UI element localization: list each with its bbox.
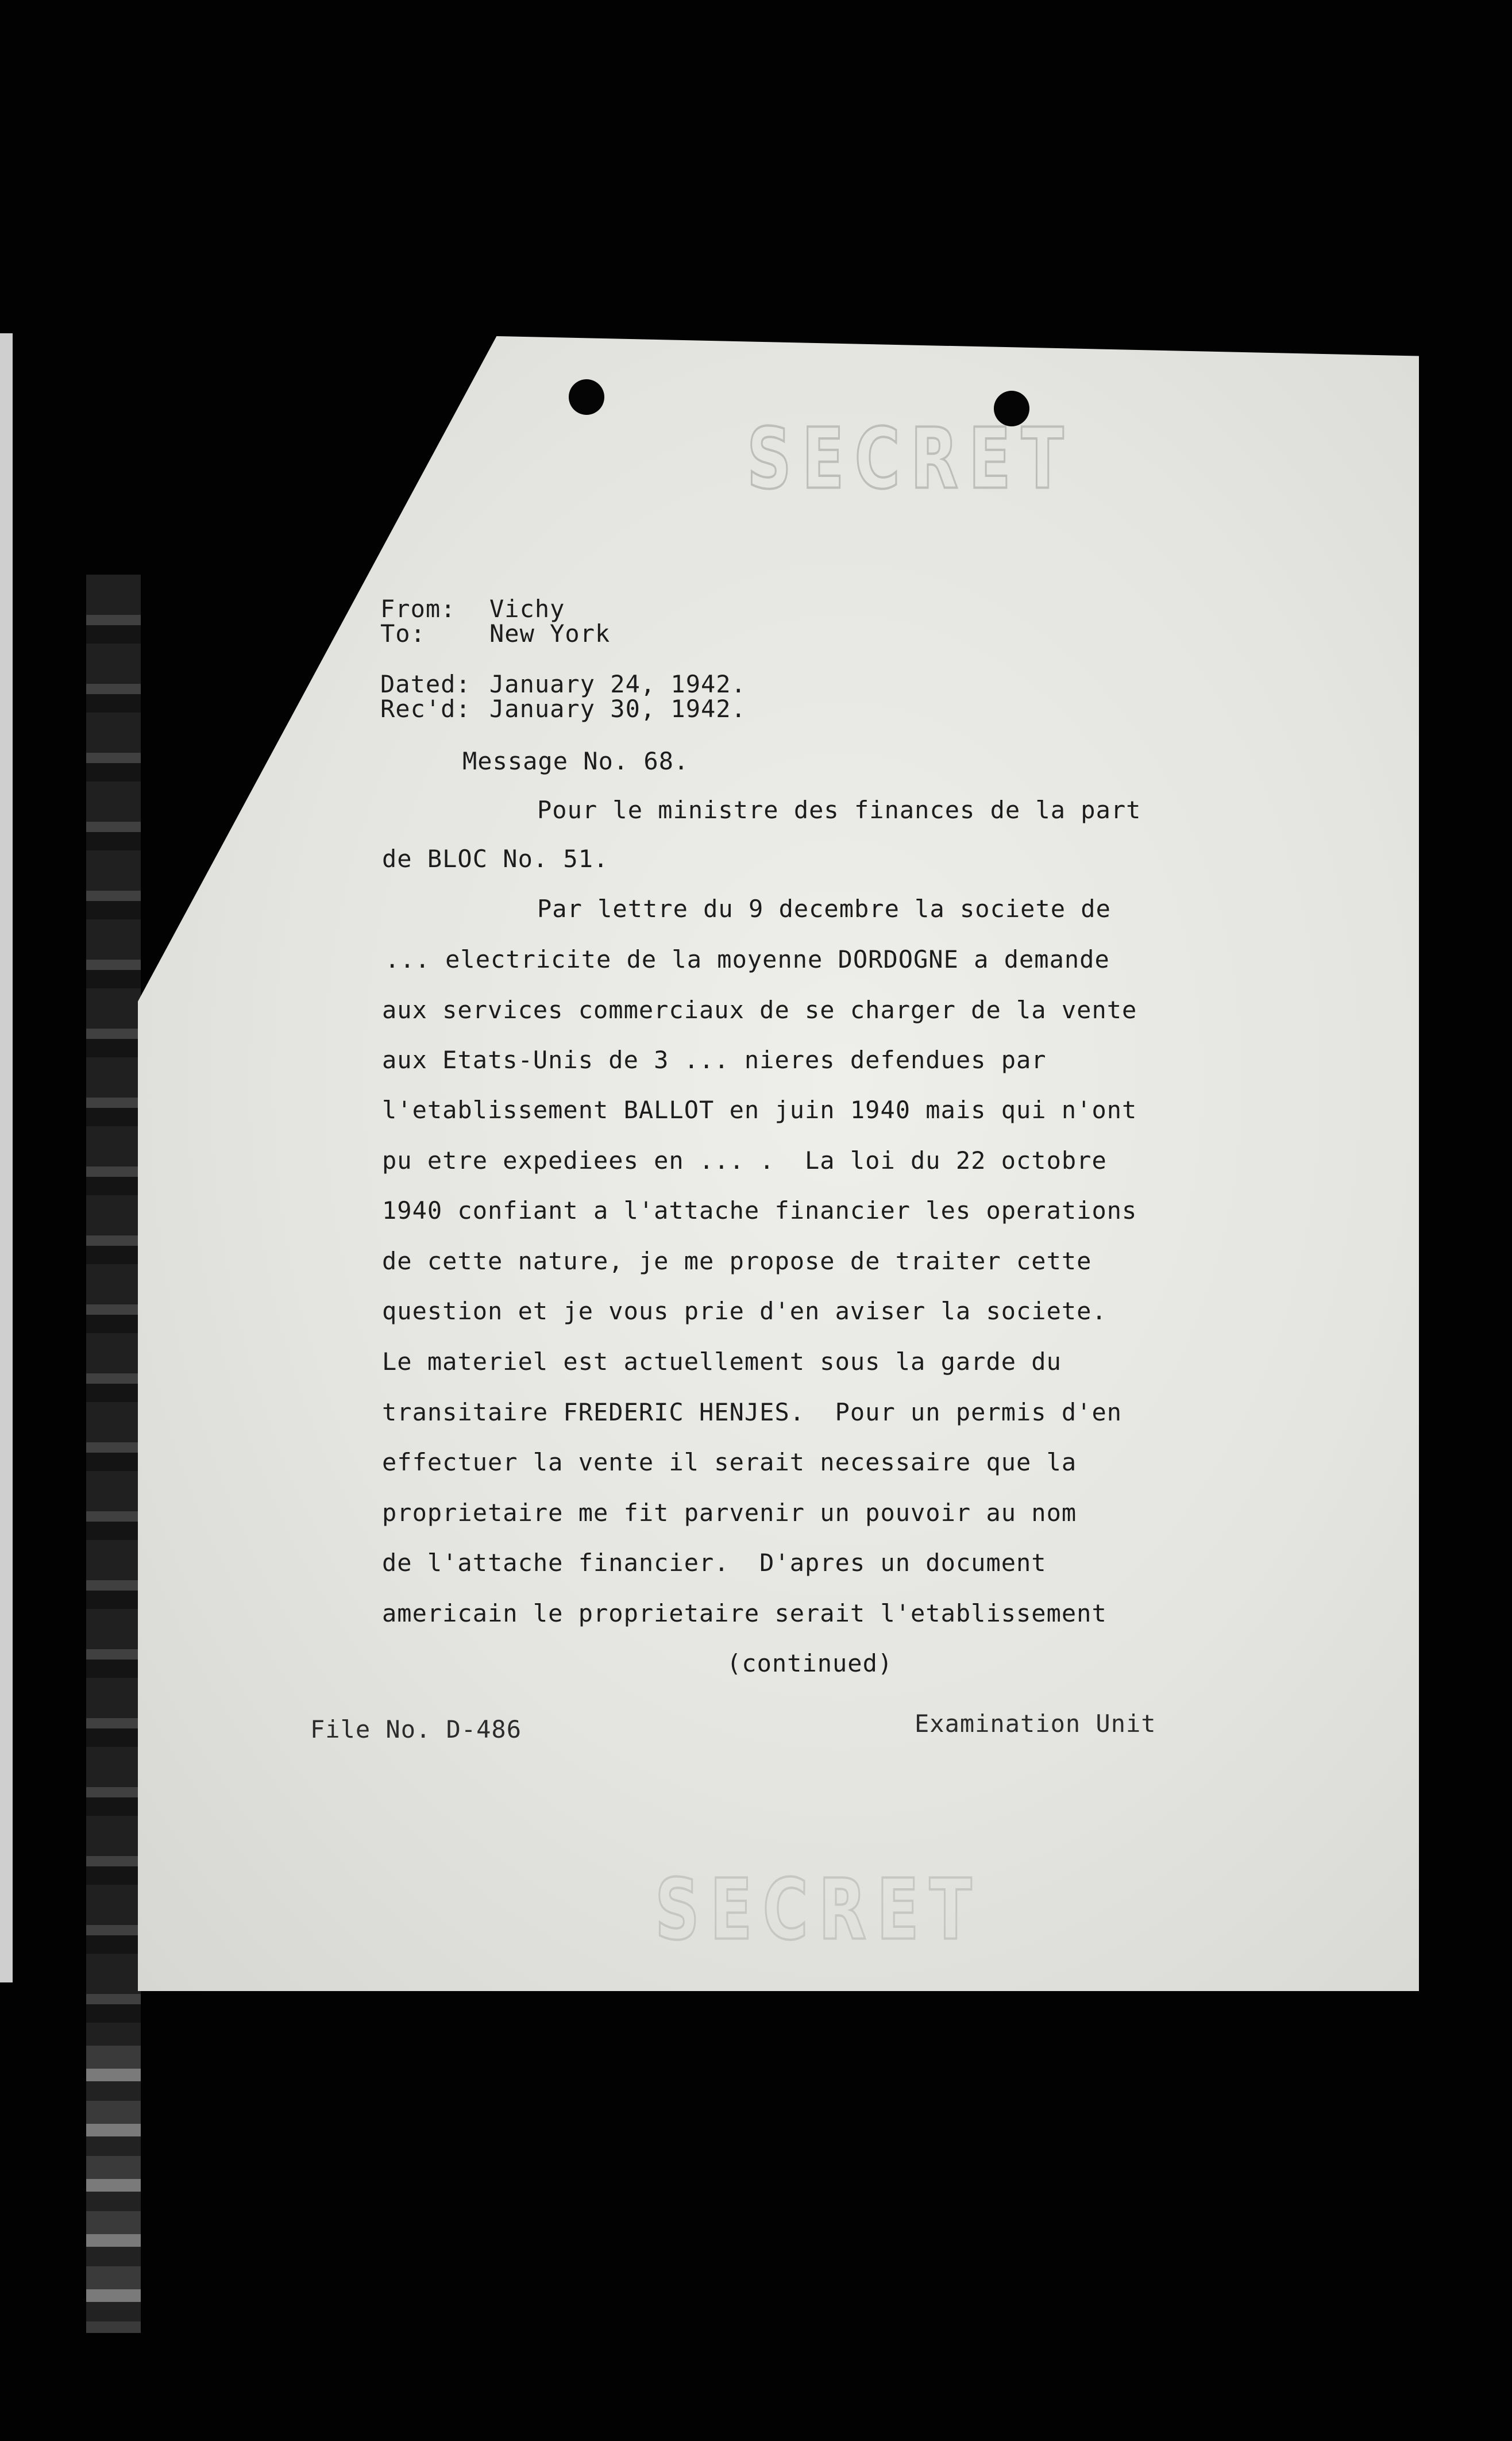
recd-label: Rec'd: — [380, 695, 471, 723]
dated-label: Dated: — [380, 670, 471, 698]
message-number: Message No. 68. — [462, 747, 689, 775]
body-line: de cette nature, je me propose de traiter cette — [382, 1247, 1092, 1275]
body-line: de l'attache financier. D'apres un document — [382, 1549, 1047, 1577]
body-line: proprietaire me fit parvenir un pouvoir au nom — [382, 1499, 1077, 1527]
secret-stamp-bottom: SECRET — [655, 1862, 982, 1959]
continued-note: (continued) — [727, 1649, 893, 1677]
body-line: Pour le ministre des finances de la part — [537, 796, 1141, 824]
body-line: aux Etats-Unis de 3 ... nieres defendues par — [382, 1046, 1047, 1074]
body-line: Par lettre du 9 decembre la societe de — [537, 895, 1111, 923]
body-line: question et je vous prie d'en aviser la societe. — [382, 1297, 1107, 1325]
examination-unit: Examination Unit — [915, 1710, 1156, 1738]
body-line: Le materiel est actuellement sous la garde du — [382, 1347, 1062, 1376]
dated-value: January 24, 1942. — [489, 670, 746, 698]
body-line: effectuer la vente il serait necessaire que la — [382, 1448, 1077, 1476]
to-label: To: — [380, 619, 426, 648]
body-line: pu etre expediees en ... . La loi du 22 octobre — [382, 1146, 1107, 1175]
recd-value: January 30, 1942. — [489, 695, 746, 723]
to-value: New York — [489, 619, 611, 648]
file-number: File No. D-486 — [310, 1715, 522, 1743]
body-line: aux services commerciaux de se charger de la vente — [382, 996, 1137, 1024]
secret-stamp-top: SECRET — [747, 411, 1074, 508]
body-line: de BLOC No. 51. — [382, 845, 609, 873]
body-line: americain le proprietaire serait l'etablissement — [382, 1599, 1107, 1627]
body-line: ... electricite de la moyenne DORDOGNE a demande — [385, 945, 1110, 973]
from-value: Vichy — [489, 595, 565, 623]
body-line: transitaire FREDERIC HENJES. Pour un permis d'en — [382, 1398, 1123, 1426]
body-line: 1940 confiant a l'attache financier les operations — [382, 1196, 1137, 1225]
body-line: l'etablissement BALLOT en juin 1940 mais qui n'ont — [382, 1096, 1137, 1124]
from-label: From: — [380, 595, 456, 623]
